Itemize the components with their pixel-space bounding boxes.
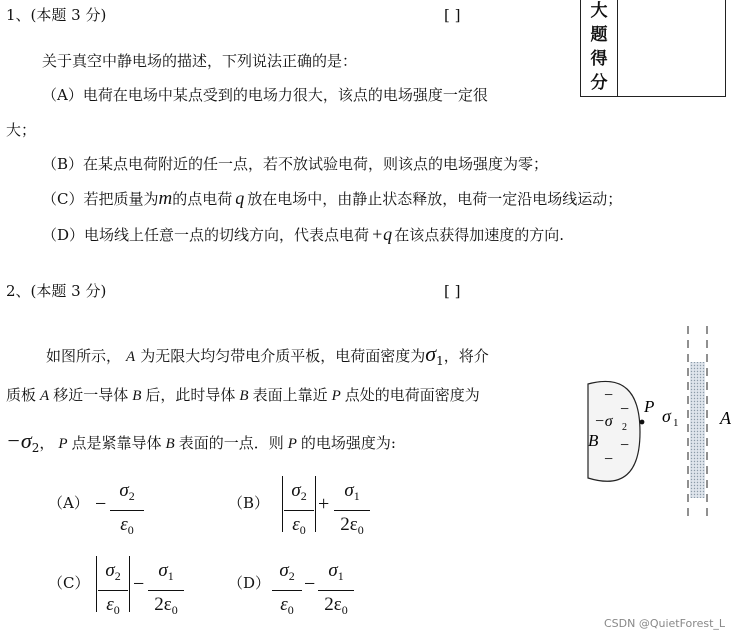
sigma1-label: σ [662,406,671,426]
subscript: 0 [287,603,294,617]
fraction-sigma2-over-eps0 [272,560,302,621]
conductor-plate-figure [582,322,742,522]
stem-text: ， [39,434,55,452]
two-epsilon-symbol: 2ε [154,594,172,615]
option-label: （D） [228,574,271,592]
option-text: （C）若把质量为 [42,190,159,208]
plate-label: A [40,388,50,404]
charge-dash: − [604,387,614,404]
fraction-sigma2-over-eps0 [98,560,128,621]
subscript: 0 [357,523,364,537]
charge-dash: − [620,437,630,454]
subscript: 1 [436,354,444,368]
conductor-label: B [239,388,249,404]
fraction-bar [272,590,302,591]
fraction-bar [98,590,128,591]
stem-text: 移近一导体 [53,386,129,404]
subscript: 0 [113,603,120,617]
stem-text: 如图所示， [46,347,122,365]
neg-sigma2-label: −σ [594,413,613,430]
charge-dash: − [620,401,630,418]
conductor-label: B [165,436,175,452]
watermark: CSDN @QuietForest_L [604,617,726,630]
fraction-bar [318,590,354,591]
sigma-symbol: σ [328,560,338,581]
stem-text: 表面的一点．则 [178,434,284,452]
stem-text: 点处的电荷面密度为 [344,386,480,404]
option-text: 的点电荷 [172,190,233,208]
epsilon-symbol: ε [106,594,114,615]
subscript: 1 [337,569,344,583]
fraction-bar [110,510,144,511]
minus-sign: − [304,573,316,595]
dielectric-plate-A [690,362,705,498]
stem-text: 质板 [6,386,37,404]
neg-sigma2-subscript: 2 [622,422,627,433]
charge-symbol: q [235,188,245,208]
option-label: （C） [48,574,90,592]
plate-label: A [126,349,136,365]
option-text: （D）电场线上任意一点的切线方向，代表点电荷 [42,226,370,244]
stem-text: 后，此时导体 [145,386,236,404]
q1-option-d[interactable] [42,225,564,243]
subscript: 2 [300,489,307,503]
subscript: 2 [114,569,121,583]
point-label: P [331,388,341,404]
abs-bar-right [315,476,316,532]
score-char: 大 [590,1,608,21]
epsilon-symbol: ε [120,514,128,535]
stem-text: 的电场强度为: [300,434,396,452]
score-char: 题 [590,25,608,45]
conductor-label: B [132,388,142,404]
fraction-bar [284,510,314,511]
sigma-symbol: σ [105,560,115,581]
q1-option-a-wrap: 大； [6,121,37,139]
fraction-sigma1-over-2eps0 [318,560,354,621]
sigma1-subscript: 1 [673,417,679,429]
score-input-cell[interactable] [618,0,725,96]
sigma-symbol: σ [425,341,437,366]
epsilon-symbol: ε [280,594,288,615]
subscript: 0 [171,603,178,617]
stem-text: 点是紧靠导体 [71,434,162,452]
score-char: 得 [590,49,608,69]
q1-answer-bracket[interactable]: [ ] [444,6,461,24]
minus-sign: − [133,573,145,595]
q2-stem-line2 [6,388,480,404]
two-epsilon-symbol: 2ε [324,594,342,615]
abs-bar-left [282,476,283,532]
plus-sign: + [318,493,330,515]
epsilon-symbol: ε [292,514,300,535]
stem-text: ，将介 [443,347,489,365]
abs-bar-right [129,556,130,612]
q2-stem-line1 [46,343,489,367]
score-char: 分 [590,73,608,93]
sigma-symbol: σ [158,560,168,581]
charge-dash: − [604,451,614,468]
fraction-bar [334,510,370,511]
q2-number: 2、(本题 3 分) [6,282,107,300]
subscript: 2 [31,441,40,455]
q1-option-b[interactable]: （B）在某点电荷附近的任一点，若不放试验电荷，则该点的电场强度为零； [42,155,549,173]
fraction-sigma1-over-2eps0 [148,560,184,621]
label-P: P [644,397,655,416]
point-label: P [58,436,68,452]
subscript: 0 [299,523,306,537]
sigma-symbol: σ [291,480,301,501]
charge-symbol: +q [371,224,393,244]
subscript: 0 [127,523,134,537]
minus-sign: − [95,493,107,515]
option-label: （A） [48,494,89,512]
point-label: P [287,436,297,452]
label-A: A [720,408,731,428]
subscript: 2 [288,569,295,583]
score-label [581,0,618,96]
subscript: 1 [167,569,174,583]
label-B: B [588,431,599,450]
q1-stem: 关于真空中静电场的描述，下列说法正确的是： [42,52,358,70]
neg-sigma-symbol: −σ [6,428,32,453]
option-label: （B） [228,494,270,512]
subscript: 2 [128,489,135,503]
q2-answer-bracket[interactable]: [ ] [444,282,461,300]
q1-option-c[interactable] [42,189,622,208]
fraction-sigma1-over-2eps0 [334,480,370,541]
sigma-symbol: σ [119,480,129,501]
score-box [580,0,726,97]
subscript: 0 [341,603,348,617]
option-text: 放在电场中，由静止状态释放，电荷一定沿电场线运动； [247,190,623,208]
subscript: 1 [353,489,360,503]
option-text: 在该点获得加速度的方向. [394,226,564,244]
fraction-sigma2-over-eps0 [110,480,144,541]
stem-text: 表面上靠近 [252,386,328,404]
point-P-marker [640,420,645,425]
fraction-sigma2-over-eps0 [284,480,314,541]
q1-number: 1、(本题 3 分) [6,6,107,24]
q2-stem-line3 [6,430,396,454]
fraction-bar [148,590,184,591]
stem-text: 为无限大均匀带电介质平板，电荷面密度为 [140,347,426,365]
q1-option-a[interactable]: （A）电荷在电场中某点受到的电场力很大，该点的电场强度一定很 [42,86,488,104]
two-epsilon-symbol: 2ε [340,514,358,535]
mass-symbol: m [158,188,173,209]
sigma-symbol: σ [344,480,354,501]
sigma-symbol: σ [279,560,289,581]
abs-bar-left [96,556,97,612]
